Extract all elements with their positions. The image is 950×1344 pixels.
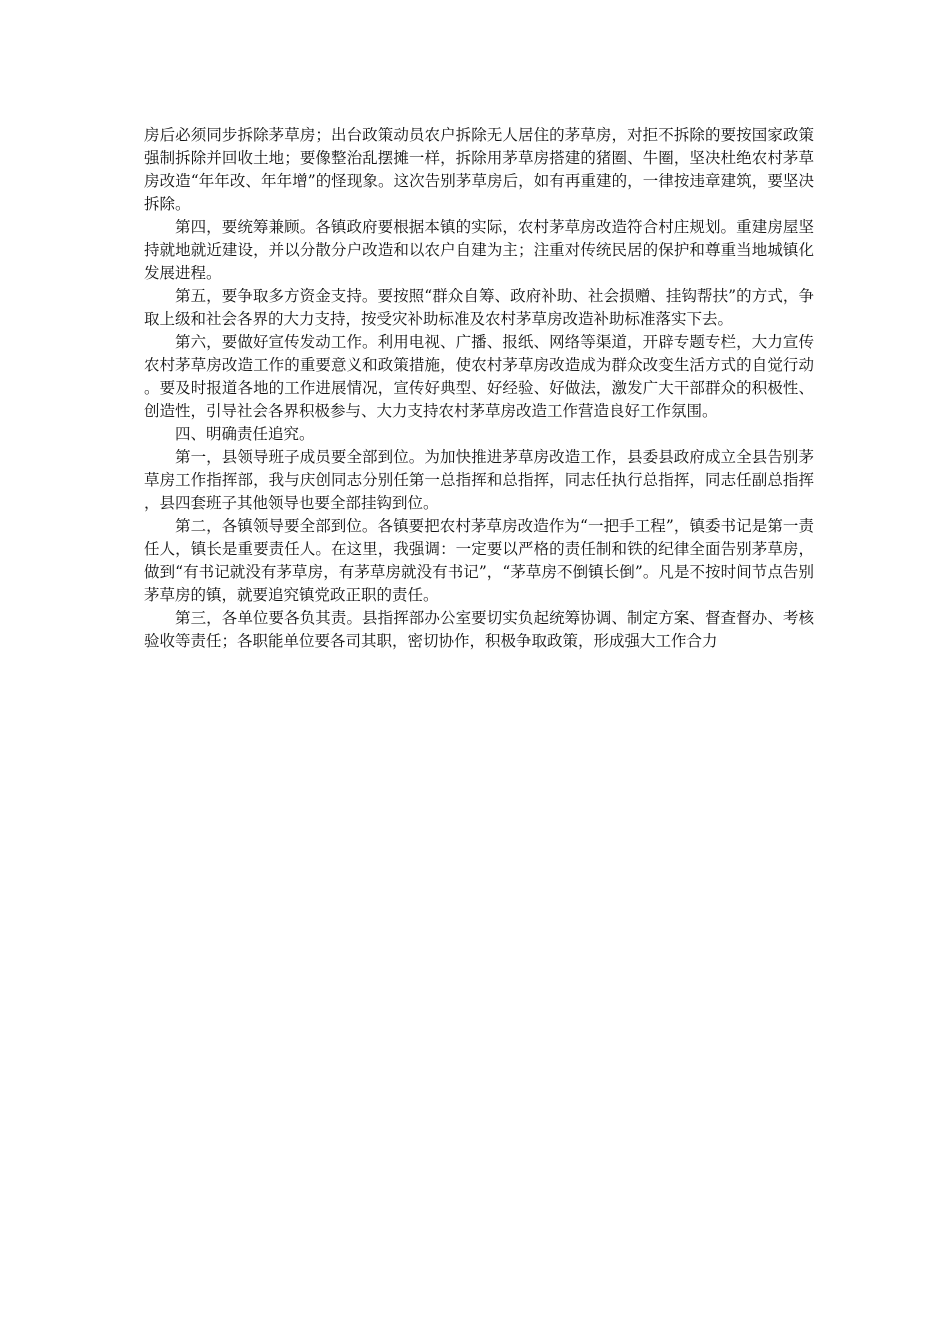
paragraph-continuation: 房后必须同步拆除茅草房；出台政策动员农户拆除无人居住的茅草房，对拒不拆除的要按国家政策强制拆除并回收土地；要像整治乱摆摊一样，拆除用茅草房搭建的猪圈、牛圈，坚决杜绝农村茅草房改造“年年改、年年增”的怪现象。这次告别茅草房后，如有再重建的，一律按违章建筑，要坚决拆除。: [144, 126, 814, 213]
paragraph-second-point: 第二，各镇领导要全部到位。各镇要把农村茅草房改造作为“一把手工程”，镇委书记是第一责任人，镇长是重要责任人。在这里，我强调：一定要以严格的责任制和铁的纪律全面告别茅草房，做到“有书记就没有茅草房，有茅草房就没有书记”，“茅草房不倒镇长倒”。凡是不按时间节点告别茅草房的镇，就要追究镇党政正职的责任。: [144, 517, 814, 604]
paragraph-sixth-point: 第六，要做好宣传发动工作。利用电视、广播、报纸、网络等渠道，开辟专题专栏，大力宣传农村茅草房改造工作的重要意义和政策措施，使农村茅草房改造成为群众改变生活方式的自觉行动。要及时报道各地的工作进展情况，宣传好典型、好经验、好做法，激发广大干部群众的积极性、创造性，引导社会各界积极参与、大力支持农村茅草房改造工作营造良好工作氛围。: [144, 333, 814, 420]
section-heading-responsibility: 四、明确责任追究。: [175, 425, 315, 443]
paragraph-first-point: 第一，县领导班子成员要全部到位。为加快推进茅草房改造工作，县委县政府成立全县告别茅草房工作指挥部，我与庆创同志分别任第一总指挥和总指挥，同志任执行总指挥，同志任副总指挥，县四套班子其他领导也要全部挂钩到位。: [144, 448, 814, 512]
paragraph-third-point: 第三，各单位要各负其责。县指挥部办公室要切实负起统筹协调、制定方案、督查督办、考核验收等责任；各职能单位要各司其职，密切协作，积极争取政策，形成强大工作合力: [144, 609, 814, 650]
document-body: [144, 124, 814, 653]
paragraph-fifth-point: 第五，要争取多方资金支持。要按照“群众自筹、政府补助、社会损赠、挂钩帮扶”的方式，争取上级和社会各界的大力支持，按受灾补助标准及农村茅草房改造补助标准落实下去。: [144, 287, 814, 328]
paragraph-fourth-point: 第四，要统筹兼顾。各镇政府要根据本镇的实际，农村茅草房改造符合村庄规划。重建房屋坚持就地就近建设，并以分散分户改造和以农户自建为主；注重对传统民居的保护和尊重当地城镇化发展进程。: [144, 218, 814, 282]
